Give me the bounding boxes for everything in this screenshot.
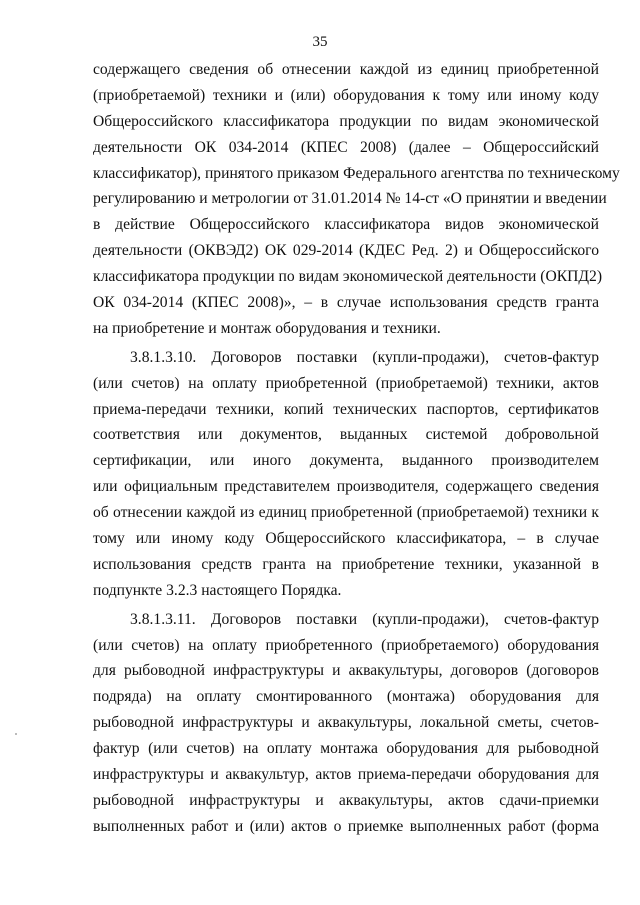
text-line: классификатора продукции по видам экономической деятельности (ОКПД2)	[93, 268, 603, 286]
paragraph-continuation	[93, 57, 620, 342]
text-line: сертификации, или иного документа, выданного производителем	[93, 452, 599, 470]
text-line: (или счетов) на оплату приобретенной (приобретаемой) техники, актов	[93, 374, 599, 392]
text-line: приема-передачи техники, копий технических паспортов, сертификатов	[93, 400, 599, 418]
text-line: тому или иному коду Общероссийского классификатора, – в случае	[93, 530, 599, 548]
text-line: использования средств гранта на приобретение техники, указанной в	[93, 555, 599, 573]
paragraph-3-8-1-3-11	[93, 607, 599, 840]
text-line: инфраструктуры и аквакультур, актов приема-передачи оборудования для	[93, 766, 599, 784]
text-line: для рыбоводной инфраструктуры и аквакультуры, договоров (договоров	[93, 662, 599, 680]
text-line: содержащего сведения об отнесении каждой из единиц приобретенной	[93, 61, 599, 78]
page-number: 35	[312, 34, 328, 50]
body-text	[93, 57, 620, 840]
text-line: классификатор), принятого приказом Федерального агентства по техническому	[93, 164, 620, 182]
text-line: выполненных работ и (или) актов о приемке выполненных работ (форма	[93, 817, 599, 835]
text-line: об отнесении каждой из единиц приобретенной (приобретаемой) техники к	[93, 504, 599, 522]
paragraph-3-8-1-3-10	[93, 345, 599, 604]
text-line: деятельности (ОКВЭД2) ОК 029-2014 (КДЕС Ред. 2) и Общероссийского	[93, 242, 599, 260]
scan-speck	[15, 733, 17, 735]
text-line: подряда) на оплату смонтированного (монтажа) оборудования для	[93, 688, 599, 706]
text-line: (приобретаемой) техники и (или) оборудования к тому или иному коду	[93, 86, 599, 104]
text-line: рыбоводной инфраструктуры и аквакультуры, локальной сметы, счетов-	[93, 714, 599, 732]
text-line: 3.8.1.3.11. Договоров поставки (купли-продажи), счетов-фактур	[130, 610, 599, 628]
text-line: подпункте 3.2.3 настоящего Порядка.	[93, 581, 342, 599]
text-line: или официальным представителем производителя, содержащего сведения	[93, 478, 599, 496]
text-line: в действие Общероссийского классификатора видов экономической	[93, 216, 599, 234]
text-line: ОК 034-2014 (КПЕС 2008)», – в случае использования средств гранта	[93, 294, 599, 312]
text-line: Общероссийского классификатора продукции по видам экономической	[93, 112, 599, 130]
text-line: деятельности ОК 034-2014 (КПЕС 2008) (далее – Общероссийский	[93, 138, 599, 156]
text-line: 3.8.1.3.10. Договоров поставки (купли-продажи), счетов-фактур	[130, 348, 599, 366]
text-line: (или счетов) на оплату приобретенного (приобретаемого) оборудования	[93, 636, 599, 654]
text-line: на приобретение и монтаж оборудования и техники.	[93, 319, 441, 337]
text-line: соответствия или документов, выданных системой добровольной	[93, 426, 599, 444]
text-line: регулированию и метрологии от 31.01.2014 № 14-ст «О принятии и введении	[93, 190, 607, 208]
text-line: рыбоводной инфраструктуры и аквакультуры, актов сдачи-приемки	[93, 791, 599, 809]
text-line: фактур (или счетов) на оплату монтажа оборудования для рыбоводной	[93, 740, 599, 758]
